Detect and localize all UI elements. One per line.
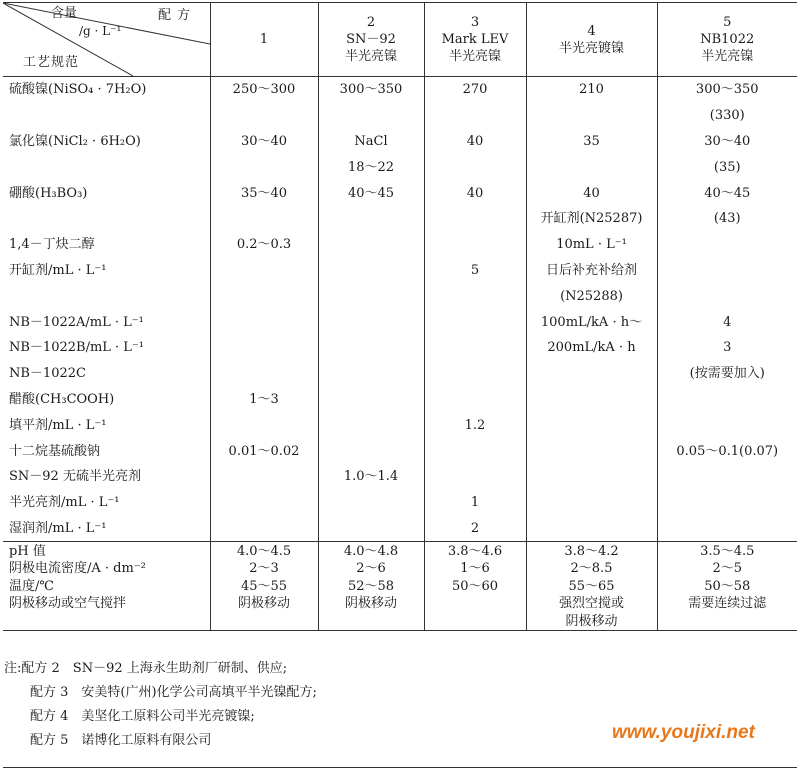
cell-formula-5: 30～40 <box>657 129 797 155</box>
cell-formula-3 <box>424 103 526 129</box>
cell-formula-1 <box>210 490 318 516</box>
unit-label: /g · L⁻¹ <box>79 24 122 38</box>
cell-formula-4: 40 <box>526 180 657 206</box>
table-row <box>3 180 797 206</box>
row-label <box>3 612 210 630</box>
cell-formula-5 <box>657 387 797 413</box>
row-label: 阴极电流密度/A · dm⁻² <box>9 561 146 577</box>
table-row <box>3 542 797 560</box>
cell-formula-4: 35 <box>526 129 657 155</box>
table-row <box>3 129 797 155</box>
table-row <box>3 258 797 284</box>
cell-formula-3 <box>424 361 526 387</box>
cell-formula-5: (330) <box>657 103 797 129</box>
cell-formula-5: (43) <box>657 206 797 232</box>
cell-formula-2 <box>318 283 424 309</box>
cell-formula-5: (35) <box>657 154 797 180</box>
cell-formula-1 <box>210 154 318 180</box>
cell-formula-2: 52～58 <box>318 577 424 595</box>
cell-formula-3 <box>424 595 526 613</box>
cell-formula-3: 40 <box>424 180 526 206</box>
cell-formula-3 <box>424 283 526 309</box>
header-col-3: 3 Mark LEV 半光亮镍 <box>424 3 526 77</box>
footnote-line: 注:配方 2 SN－92 上海永生助剂厂研制、供应; <box>4 661 288 676</box>
cell-formula-1: 2～3 <box>210 560 318 578</box>
cell-formula-2 <box>318 612 424 630</box>
row-label <box>3 206 210 232</box>
cell-formula-2: NaCl <box>318 129 424 155</box>
row-label: 半光亮剂/mL · L⁻¹ <box>9 495 120 511</box>
composition-rows <box>3 77 797 542</box>
bottom-rule <box>3 767 797 768</box>
cell-formula-1 <box>210 309 318 335</box>
cell-formula-1 <box>210 464 318 490</box>
cell-formula-2: 1.0～1.4 <box>318 464 424 490</box>
cell-formula-3 <box>424 154 526 180</box>
cell-formula-3: 1 <box>424 490 526 516</box>
header-col-2: 2 SN－92 半光亮镍 <box>318 3 424 77</box>
cell-formula-2: 40～45 <box>318 180 424 206</box>
cell-formula-2 <box>318 335 424 361</box>
cell-formula-3: 1～6 <box>424 560 526 578</box>
row-label: 开缸剂/mL · L⁻¹ <box>9 262 107 278</box>
cell-formula-1 <box>210 283 318 309</box>
header-col-4: 4 半光亮镀镍 <box>526 3 657 77</box>
cell-formula-4: 10mL · L⁻¹ <box>526 232 657 258</box>
table-row <box>3 335 797 361</box>
cell-formula-5 <box>657 412 797 438</box>
row-label: 温度/℃ <box>9 578 54 594</box>
cell-formula-3: 2 <box>424 516 526 542</box>
cell-formula-2 <box>318 232 424 258</box>
cell-formula-3 <box>424 438 526 464</box>
row-label: 十二烷基硫酸钠 <box>9 443 101 459</box>
cell-formula-5 <box>657 232 797 258</box>
cell-formula-1 <box>210 206 318 232</box>
cell-formula-5 <box>657 258 797 284</box>
cell-formula-3: 3.8～4.6 <box>424 542 526 560</box>
cell-formula-5: (按需要加入) <box>657 361 797 387</box>
table-row <box>3 560 797 578</box>
cell-formula-5 <box>657 490 797 516</box>
table-row <box>3 612 797 630</box>
cell-formula-5: 2～5 <box>657 560 797 578</box>
table-row <box>3 595 797 613</box>
table-row <box>3 464 797 490</box>
cell-formula-5: 40～45 <box>657 180 797 206</box>
cell-formula-1: 1～3 <box>210 387 318 413</box>
table-row <box>3 387 797 413</box>
table-row <box>3 154 797 180</box>
cell-formula-2: 18～22 <box>318 154 424 180</box>
cell-formula-1: 0.01～0.02 <box>210 438 318 464</box>
row-label: NB－1022A/mL · L⁻¹ <box>9 314 144 330</box>
cell-formula-4: 100mL/kA · h～ <box>526 309 657 335</box>
header-col-1: 1 <box>210 3 318 77</box>
footnote-line: 配方 4 美坚化工原料公司半光亮镀镍; <box>4 709 255 724</box>
table-row <box>3 283 797 309</box>
process-label: 工艺规范 <box>23 55 80 70</box>
table-row <box>3 77 797 103</box>
cell-formula-3 <box>424 612 526 630</box>
cell-formula-1 <box>210 335 318 361</box>
row-label: NB－1022B/mL · L⁻¹ <box>9 340 145 356</box>
cell-formula-3 <box>424 464 526 490</box>
cell-formula-3 <box>424 387 526 413</box>
row-label: pH 值 <box>3 542 210 560</box>
cell-formula-2 <box>318 387 424 413</box>
header-row <box>3 3 797 77</box>
cell-formula-4 <box>526 438 657 464</box>
cell-formula-4 <box>526 387 657 413</box>
cell-formula-4 <box>526 464 657 490</box>
row-label: NB－1022C <box>9 366 86 382</box>
row-label <box>3 283 210 309</box>
cell-formula-5 <box>657 516 797 542</box>
cell-formula-1 <box>210 103 318 129</box>
content-label: 含量 <box>51 6 78 21</box>
cell-formula-4: 2～8.5 <box>526 560 657 578</box>
cell-formula-1 <box>210 361 318 387</box>
cell-formula-5: 300～350 <box>657 77 797 103</box>
cell-formula-2 <box>318 490 424 516</box>
cell-formula-5: 0.05～0.1(0.07) <box>657 438 797 464</box>
cell-formula-4 <box>526 361 657 387</box>
row-label: 醋酸(CH₃COOH) <box>9 391 115 407</box>
cell-formula-1 <box>210 258 318 284</box>
cell-formula-4: 210 <box>526 77 657 103</box>
table-row <box>3 361 797 387</box>
website-watermark: www.youjixi.net <box>612 722 755 743</box>
row-label: 填平剂/mL · L⁻¹ <box>9 417 107 433</box>
cell-formula-3 <box>424 206 526 232</box>
cell-formula-1 <box>210 412 318 438</box>
row-label: 湿润剂/mL · L⁻¹ <box>9 520 107 536</box>
table-row <box>3 516 797 542</box>
cell-formula-2 <box>318 438 424 464</box>
cell-formula-1: 35～40 <box>210 180 318 206</box>
cell-formula-5: 50～58 <box>657 577 797 595</box>
cell-formula-2 <box>318 361 424 387</box>
cell-formula-5: 3.5～4.5 <box>657 542 797 560</box>
cell-formula-4: 阴极移动 <box>526 612 657 630</box>
cell-formula-3 <box>424 309 526 335</box>
cell-formula-4: (N25288) <box>526 283 657 309</box>
cell-formula-1: 0.2～0.3 <box>210 232 318 258</box>
table-row <box>3 103 797 129</box>
cell-formula-3 <box>424 232 526 258</box>
cell-formula-4 <box>526 412 657 438</box>
cell-formula-1: 4.0～4.5 <box>210 542 318 560</box>
row-label: 阴极移动或空气搅拌 <box>9 596 127 612</box>
cell-formula-4 <box>526 103 657 129</box>
row-label <box>3 154 210 180</box>
cell-formula-1 <box>210 516 318 542</box>
row-label: 1,4－丁炔二醇 <box>9 237 95 253</box>
footnote-line: 配方 5 诺博化工原料有限公司 <box>4 733 212 748</box>
cell-formula-3: 40 <box>424 129 526 155</box>
cell-formula-3: 270 <box>424 77 526 103</box>
cell-formula-2 <box>318 516 424 542</box>
cell-formula-2: 2～6 <box>318 560 424 578</box>
cell-formula-4 <box>526 516 657 542</box>
cell-formula-5: 需要连续过滤 <box>657 595 797 613</box>
cell-formula-4: 开缸剂(N25287) <box>526 206 657 232</box>
row-label <box>3 103 210 129</box>
cell-formula-5 <box>657 283 797 309</box>
cell-formula-2 <box>318 412 424 438</box>
diagonal-header-cell <box>3 3 210 77</box>
cell-formula-4: 强烈空搅或 <box>526 595 657 613</box>
cell-formula-1: 45～55 <box>210 577 318 595</box>
cell-formula-1: 30～40 <box>210 129 318 155</box>
row-label: 氯化镍(NiCl₂ · 6H₂O) <box>9 133 141 149</box>
process-rows <box>3 542 797 631</box>
table-row <box>3 577 797 595</box>
cell-formula-1 <box>210 612 318 630</box>
cell-formula-4: 200mL/kA · h <box>526 335 657 361</box>
row-label: SN－92 无硫半光亮剂 <box>9 469 141 485</box>
table-row <box>3 438 797 464</box>
header-col-5: 5 NB1022 半光亮镍 <box>657 3 797 77</box>
electroplating-formula-table <box>3 2 797 631</box>
cell-formula-2: 阴极移动 <box>318 595 424 613</box>
cell-formula-1: 250～300 <box>210 77 318 103</box>
cell-formula-3 <box>424 335 526 361</box>
cell-formula-3: 5 <box>424 258 526 284</box>
footnote-line: 配方 3 安美特(广州)化学公司高填平半光镍配方; <box>4 685 317 700</box>
cell-formula-2: 300～350 <box>318 77 424 103</box>
cell-formula-5 <box>657 464 797 490</box>
cell-formula-4 <box>526 490 657 516</box>
cell-formula-4 <box>526 154 657 180</box>
row-label: 硼酸(H₃BO₃) <box>9 185 88 201</box>
table-row <box>3 309 797 335</box>
table-row <box>3 232 797 258</box>
cell-formula-5: 4 <box>657 309 797 335</box>
cell-formula-2: 4.0～4.8 <box>318 542 424 560</box>
cell-formula-5: 3 <box>657 335 797 361</box>
cell-formula-4: 3.8～4.2 <box>526 542 657 560</box>
table-row <box>3 206 797 232</box>
cell-formula-4: 55～65 <box>526 577 657 595</box>
table-row <box>3 490 797 516</box>
cell-formula-2 <box>318 309 424 335</box>
formula-label: 配方 <box>158 8 197 23</box>
cell-formula-3: 1.2 <box>424 412 526 438</box>
cell-formula-1: 阴极移动 <box>210 595 318 613</box>
row-label: 硫酸镍(NiSO₄ · 7H₂O) <box>9 82 147 98</box>
table-row <box>3 412 797 438</box>
cell-formula-2 <box>318 258 424 284</box>
cell-formula-2 <box>318 103 424 129</box>
cell-formula-4: 日后补充补给剂 <box>526 258 657 284</box>
cell-formula-5 <box>657 612 797 630</box>
cell-formula-3: 50～60 <box>424 577 526 595</box>
cell-formula-2 <box>318 206 424 232</box>
